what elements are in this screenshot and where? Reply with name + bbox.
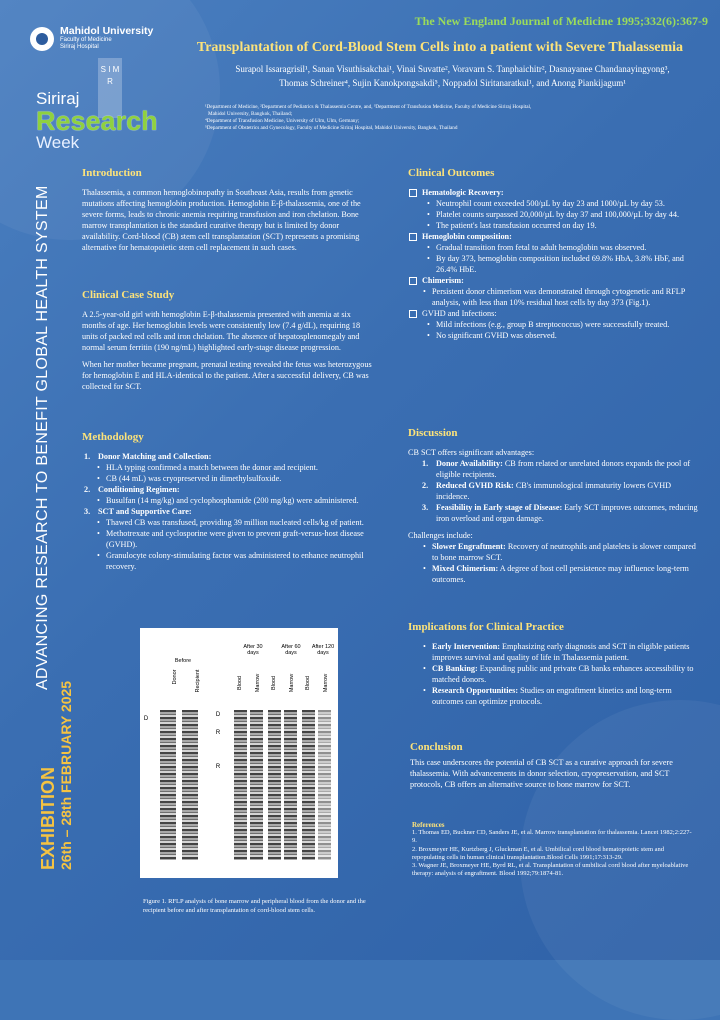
- outcome-bullet: • Gradual transition from fetal to adult hemoglobin was observed.: [426, 242, 700, 253]
- gel-lane: [318, 710, 331, 860]
- references-section: [412, 821, 694, 878]
- reference-item: 1. Thomas ED, Buckner CD, Sanders JE, et al. Marrow transplantation for thalassemia. Lancet 1982;2:227-9.: [412, 829, 692, 845]
- advantage-number: 2.: [422, 481, 429, 490]
- challenge-text: Recovery of neutrophils and platelets is slower compared to bone marrow SCT.: [432, 542, 696, 562]
- references-heading: References: [412, 821, 445, 829]
- lane-label-blood: Blood: [237, 675, 243, 691]
- lane-label-marrow: Marrow: [255, 673, 261, 693]
- advantage-text: Early SCT improves outcomes, reducing iron overload and organ damage.: [436, 503, 698, 523]
- implication-item: [422, 685, 700, 707]
- advantage-title: Donor Availability:: [436, 459, 503, 468]
- university-logo: [30, 26, 190, 51]
- advantage-number: 3.: [422, 503, 429, 512]
- advantage-item: [420, 480, 700, 502]
- method-title: Conditioning Regimen:: [98, 485, 180, 494]
- challenge-title: Slower Engraftment:: [432, 542, 506, 551]
- rflp-gel-figure: [140, 628, 338, 878]
- challenge-title: Mixed Chimerism:: [432, 564, 499, 573]
- figure-caption: Figure 1. RFLP analysis of bone marrow and peripheral blood from the donor and the recipient before and after transplantation of cord-blood stem cells.: [143, 898, 366, 914]
- outcomes-heading: Clinical Outcomes: [408, 167, 495, 179]
- journal-citation: The New England Journal of Medicine 1995;332(6):367-9: [414, 14, 708, 28]
- event-logo: [36, 90, 158, 152]
- vertical-dates: 26th – 28th FEBRUARY 2025: [58, 680, 74, 870]
- advantage-text: CB's immunological immaturity lowers GVHD incidence.: [436, 481, 672, 501]
- methodology-heading: Methodology: [82, 431, 144, 443]
- method-number: 1.: [84, 452, 91, 461]
- university-name: Mahidol University: [60, 25, 154, 37]
- challenge-item: [422, 563, 700, 585]
- implications-heading: Implications for Clinical Practice: [408, 621, 564, 633]
- vertical-theme: ADVANCING RESEARCH TO BENEFIT GLOBAL HEALTH SYSTEM: [34, 185, 51, 690]
- method-item: [82, 506, 372, 517]
- advantage-title: Reduced GVHD Risk:: [436, 481, 514, 490]
- implication-title: Early Intervention:: [432, 642, 500, 651]
- outcomes-section: [408, 168, 700, 341]
- discussion-heading: Discussion: [408, 427, 458, 439]
- faculty-line2: Siriraj Hospital: [60, 44, 99, 50]
- affiliation-1: ¹Department of Medicine, ²Department of Pediatrics & Thalassemia Centre, and, ³Department of Transfusion Medicine, Faculty of Medicine Siriraj Hospital,: [205, 104, 532, 110]
- method-bullet: • CB (44 mL) was cryopreserved in dimethylsulfoxide.: [96, 473, 372, 484]
- method-bullet: • Methotrexate and cyclosporine were given to prevent graft-versus-host disease (GVHD).: [96, 528, 372, 550]
- implication-item: [422, 641, 700, 663]
- case-paragraph-1: A 2.5-year-old girl with hemoglobin E-β-thalassemia presented with anemia at six months of age. Her hemoglobin levels were consistently low (7.4 g/dL), requiring 18 units of packed red cells and iron chelation. The absence of hepatosplenomegaly and normal serum ferritin (190 ng/mL) highlighted early-stage disease progression.: [82, 310, 361, 352]
- outcome-group-title: GVHD and Infections:: [408, 308, 700, 319]
- methodology-section: [82, 432, 372, 572]
- simr-tower-logo: S I M R: [98, 58, 122, 118]
- gel-lane-donor: [160, 710, 176, 860]
- case-section: [82, 290, 372, 392]
- group-label-after-120: After 120 days: [311, 644, 335, 656]
- gel-lane: [268, 710, 281, 860]
- marker-r: R: [215, 764, 221, 770]
- method-bullet: • HLA typing confirmed a match between the donor and recipient.: [96, 462, 372, 473]
- event-line1: Siriraj: [36, 89, 80, 108]
- method-item: [82, 451, 372, 462]
- method-title: Donor Matching and Collection:: [98, 452, 212, 461]
- lane-label-blood: Blood: [305, 675, 311, 691]
- introduction-heading: Introduction: [82, 167, 142, 179]
- marker-r: R: [215, 730, 221, 736]
- outcome-group-title: Hemoglobin composition:: [408, 231, 700, 242]
- case-paragraph-2: When her mother became pregnant, prenatal testing revealed the fetus was heterozygous for hemoglobin E and HLA-identical to the patient. After a successful delivery, CB was collected for SCT.: [82, 360, 372, 391]
- lane-label-marrow: Marrow: [323, 673, 329, 693]
- gel-lane-recipient: [182, 710, 198, 860]
- method-title: SCT and Supportive Care:: [98, 507, 192, 516]
- method-bullet: • Thawed CB was transfused, providing 39 million nucleated cells/kg of patient.: [96, 517, 372, 528]
- advantage-number: 1.: [422, 459, 429, 468]
- poster-title: Transplantation of Cord-Blood Stem Cells into a patient with Severe Thalassemia: [196, 40, 684, 55]
- outcome-group-title: Chimerism:: [408, 275, 700, 286]
- outcome-bullet: • Mild infections (e.g., group B streptococcus) were successfully treated.: [426, 319, 700, 330]
- discussion-section: [408, 428, 700, 585]
- advantage-item: [420, 458, 700, 480]
- university-seal-icon: [30, 27, 54, 51]
- outcome-bullet: • The patient's last transfusion occurred on day 19.: [426, 220, 700, 231]
- method-bullet: • Busulfan (14 mg/kg) and cyclophosphamide (200 mg/kg) were administered.: [96, 495, 372, 506]
- gel-lane: [302, 710, 315, 860]
- challenge-item: [422, 541, 700, 563]
- advantage-item: [420, 502, 700, 524]
- outcome-bullet: • Persistent donor chimerism was demonstrated through cytogenetic and RFLP analysis, with less than 10% residual host cells by day 373 (Fig.1).: [422, 286, 700, 308]
- implication-text: Emphasizing early diagnosis and SCT in eligible patients improves survival and quality of life in Thalassemia patient.: [432, 642, 690, 662]
- implication-title: CB Banking:: [432, 664, 478, 673]
- method-number: 2.: [84, 485, 91, 494]
- lane-label-blood: Blood: [271, 675, 277, 691]
- challenge-text: A degree of host cell persistence may influence long-term outcomes.: [432, 564, 689, 584]
- group-label-after-30: After 30 days: [243, 644, 263, 656]
- conclusion-heading: Conclusion: [410, 741, 463, 753]
- gel-lane: [250, 710, 263, 860]
- implication-item: [422, 663, 700, 685]
- outcome-bullet: • Platelet counts surpassed 20,000/µL by day 37 and 100,000/µL by day 44.: [426, 209, 700, 220]
- lane-label-recipient: Recipient: [195, 669, 201, 693]
- implication-title: Research Opportunities:: [432, 686, 519, 695]
- challenges-intro: Challenges include:: [408, 531, 473, 540]
- method-bullet: • Granulocyte colony-stimulating factor was administered to enhance neutrophil recovery.: [96, 550, 372, 572]
- marker-d-left: D: [143, 716, 149, 722]
- group-label-after-60: After 60 days: [281, 644, 301, 656]
- outcome-bullet: • Neutrophil count exceeded 500/µL by day 23 and 1000/µL by day 53.: [426, 198, 700, 209]
- advantage-title: Feasibility in Early stage of Disease:: [436, 503, 563, 512]
- reference-item: 2. Broxmeyer HE, Kurtzberg J, Gluckman E, et al. Umbilical cord blood hematopoietic stem and repopulating cells in human clinical transplantation.Blood Cells 1991;17:313-29.: [412, 845, 665, 861]
- lane-label-donor: Donor: [172, 669, 178, 685]
- affiliation-4: ⁵Department of Obstetrics and Gynecology, Faculty of Medicine Siriraj Hospital, Mahidol University, Bangkok, Thailand: [205, 125, 458, 131]
- authors-line2: Thomas Schreiner⁴, Sujin Kanokpongsakdi⁵, Noppadol Siritanaratkul¹, and Anong Piankijagum¹: [279, 78, 626, 88]
- conclusion-section: [410, 742, 690, 790]
- event-line2: Research: [36, 106, 158, 136]
- outcome-bullet: • No significant GVHD was observed.: [426, 330, 700, 341]
- conclusion-text: This case underscores the potential of CB SCT as a curative approach for severe thalassemia. With advancements in donor selection, cryopreservation, and SCT protocols, CB offers an alternative source to bone marrow for SCT.: [410, 758, 673, 789]
- case-heading: Clinical Case Study: [82, 289, 175, 301]
- implication-text: Expanding public and private CB banks enhances accessibility to matched donors.: [432, 664, 694, 684]
- introduction-section: [82, 168, 372, 253]
- method-number: 3.: [84, 507, 91, 516]
- discussion-intro: CB SCT offers significant advantages:: [408, 448, 535, 457]
- gel-lane: [234, 710, 247, 860]
- introduction-text: Thalassemia, a common hemoglobinopathy in Southeast Asia, results from genetic mutations affecting hemoglobin production. Hemoglobin E-β-thalassemia, one of the severe forms, leads to chronic anemia requiring transfusion and iron chelation. Bone marrow transplantation is the standard curative therapy but is limited by donor availability. Cord-blood (CB) stem cell transplantation (SCT) represents a promising alternative for hematopoietic stem cell replacement in such cases.: [82, 188, 361, 252]
- affiliation-2: Mahidol University, Bangkok, Thailand;: [208, 111, 293, 117]
- method-item: [82, 484, 372, 495]
- affiliation-3: ⁴Department of Transfusion Medicine, University of Ulm, Ulm, Germany;: [205, 118, 360, 124]
- implications-section: [408, 622, 700, 707]
- gel-lane: [284, 710, 297, 860]
- event-line3: Week: [36, 133, 80, 152]
- lane-label-marrow: Marrow: [289, 673, 295, 693]
- affiliations: [205, 104, 705, 132]
- outcome-bullet: • By day 373, hemoglobin composition included 69.8% HbA, 3.8% HbF, and 26.4% HbE.: [426, 253, 700, 275]
- outcome-group-title: Hematologic Recovery:: [408, 187, 700, 198]
- reference-item: 3. Wagner JE, Broxmeyer HE, Byrd RL, et al. Transplantation of umbilical cord blood after myeloablative therapy: analysis of engraftment. Blood 1992;79:1874-81.: [412, 862, 689, 878]
- faculty-line1: Faculty of Medicine: [60, 37, 112, 43]
- vertical-exhibition: EXHIBITION: [38, 766, 58, 870]
- authors-line1: Surapol Issaragrisil¹, Sanan Visuthisakchai¹, Vinai Suvatte², Voravarn S. Tanphaichitr², Dasnayanee Chandanayingyong³,: [235, 64, 670, 74]
- implication-text: Studies on engraftment kinetics and long-term outcomes can optimize protocols.: [432, 686, 672, 706]
- advantage-text: CB from related or unrelated donors expands the pool of eligible recipients.: [436, 459, 691, 479]
- marker-d-right: D: [215, 712, 221, 718]
- author-list: [200, 62, 705, 90]
- group-label-before: Before: [174, 658, 192, 664]
